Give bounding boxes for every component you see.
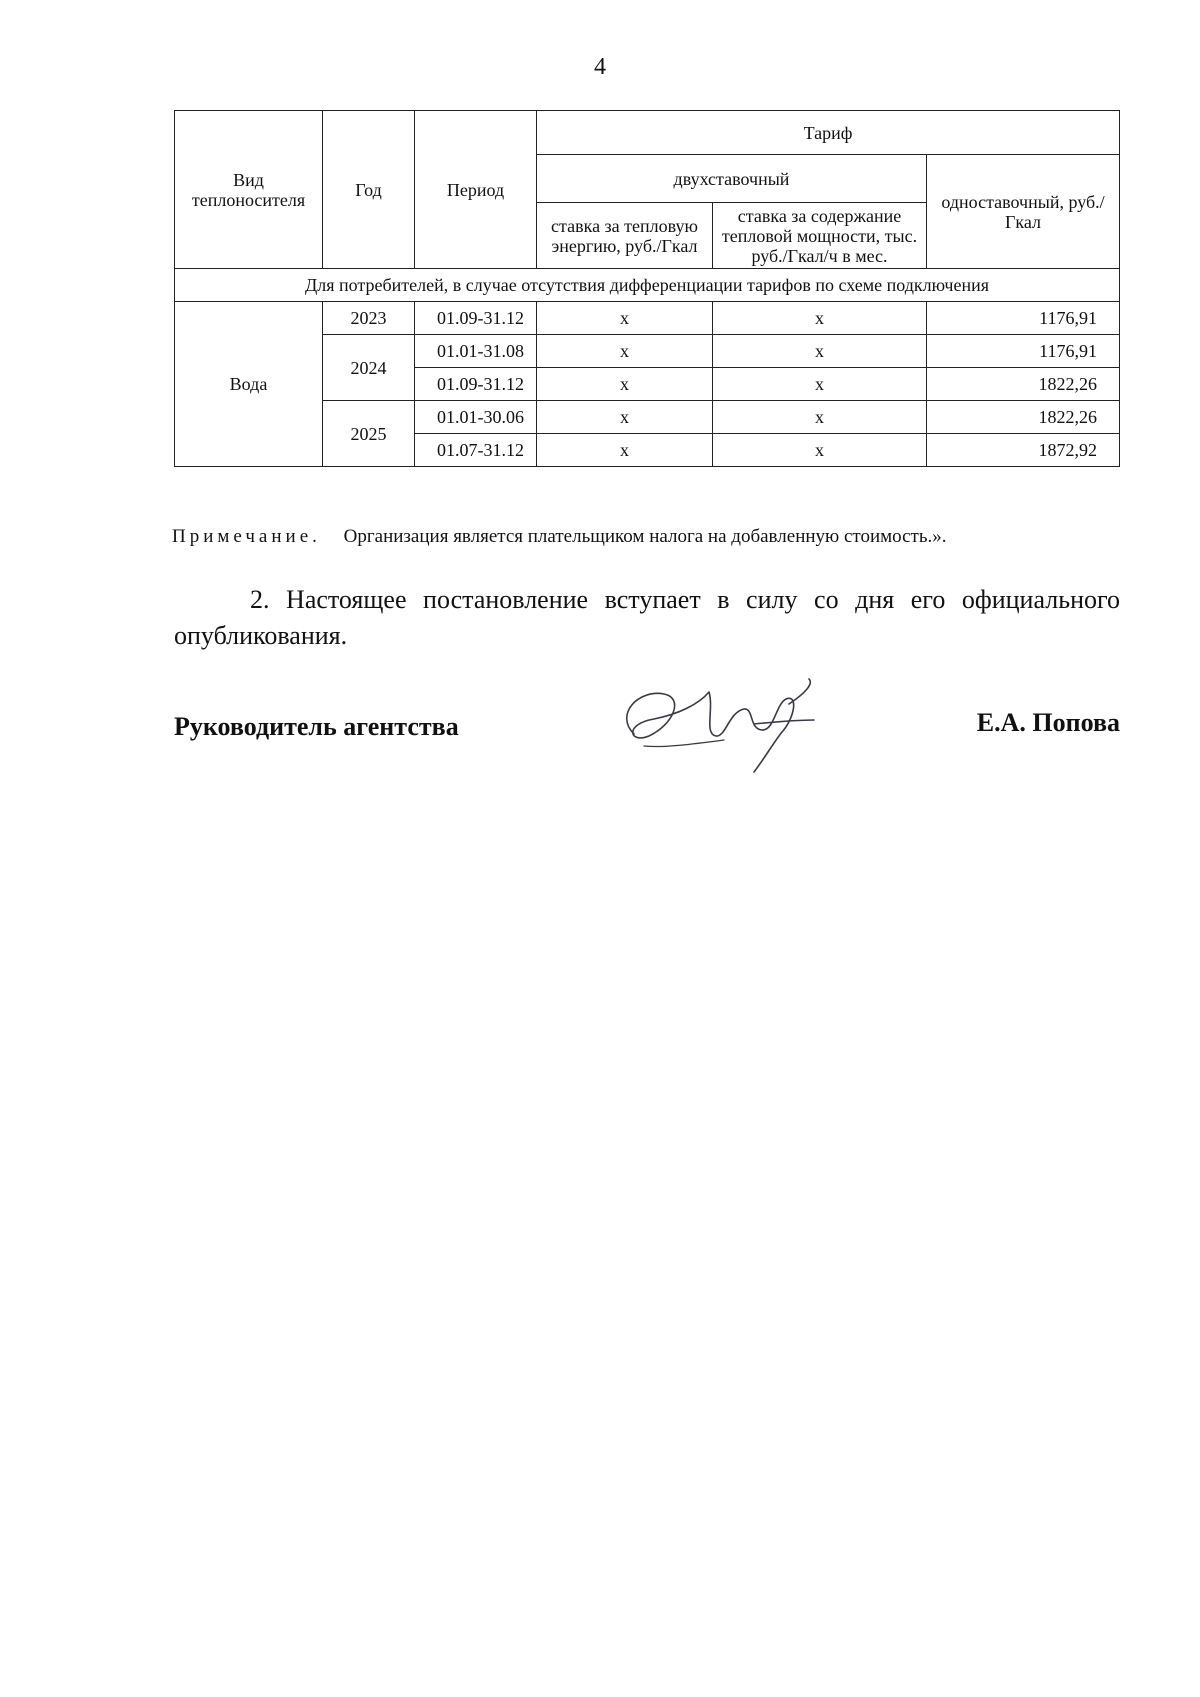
capacity-rate-cell: х	[713, 368, 927, 401]
one-part-rate-cell: 1176,91	[927, 335, 1120, 368]
energy-rate-cell: х	[537, 335, 713, 368]
tariff-table	[174, 110, 1120, 467]
capacity-rate-cell: х	[713, 302, 927, 335]
year-cell: 2024	[323, 335, 415, 401]
header-carrier: Вид теплоносителя	[175, 111, 323, 269]
capacity-rate-cell: х	[713, 434, 927, 467]
energy-rate-cell: х	[537, 368, 713, 401]
header-energy-rate: ставка за тепловую энергию, руб./Гкал	[537, 203, 713, 269]
header-one-part: одноставочный, руб./Гкал	[927, 155, 1120, 269]
one-part-rate-cell: 1822,26	[927, 401, 1120, 434]
period-cell: 01.07-31.12	[415, 434, 537, 467]
header-two-part: двухставочный	[537, 155, 927, 203]
carrier-cell: Вода	[175, 302, 323, 467]
capacity-rate-cell: х	[713, 401, 927, 434]
one-part-rate-cell: 1176,91	[927, 302, 1120, 335]
effective-date-paragraph: 2. Настоящее постановление вступает в силу со дня его официального опубликования.	[174, 585, 1120, 650]
energy-rate-cell: х	[537, 401, 713, 434]
energy-rate-cell: х	[537, 302, 713, 335]
period-cell: 01.01-31.08	[415, 335, 537, 368]
handwritten-signature	[604, 664, 834, 784]
note	[172, 526, 1122, 548]
header-capacity-rate: ставка за содержание тепловой мощности, тыс. руб./Гкал/ч в мес.	[713, 203, 927, 269]
one-part-rate-cell: 1822,26	[927, 368, 1120, 401]
note-text: Организация является плательщиком налога на добавленную стоимость.».	[343, 526, 947, 547]
header-period: Период	[415, 111, 537, 269]
energy-rate-cell: х	[537, 434, 713, 467]
signer-name: Е.А. Попова	[976, 708, 1120, 737]
consumer-group-label: Для потребителей, в случае отсутствия дифференциации тарифов по схеме подключения	[175, 269, 1120, 302]
period-cell: 01.09-31.12	[415, 302, 537, 335]
period-cell: 01.01-30.06	[415, 401, 537, 434]
period-cell: 01.09-31.12	[415, 368, 537, 401]
one-part-rate-cell: 1872,92	[927, 434, 1120, 467]
header-year: Год	[323, 111, 415, 269]
year-cell: 2025	[323, 401, 415, 467]
header-tariff: Тариф	[537, 111, 1120, 155]
capacity-rate-cell: х	[713, 335, 927, 368]
table-row	[175, 302, 1120, 335]
note-label: Примечание.	[172, 526, 321, 547]
year-cell: 2023	[323, 302, 415, 335]
page-number: 4	[594, 54, 606, 80]
signer-title: Руководитель агентства	[174, 712, 459, 741]
